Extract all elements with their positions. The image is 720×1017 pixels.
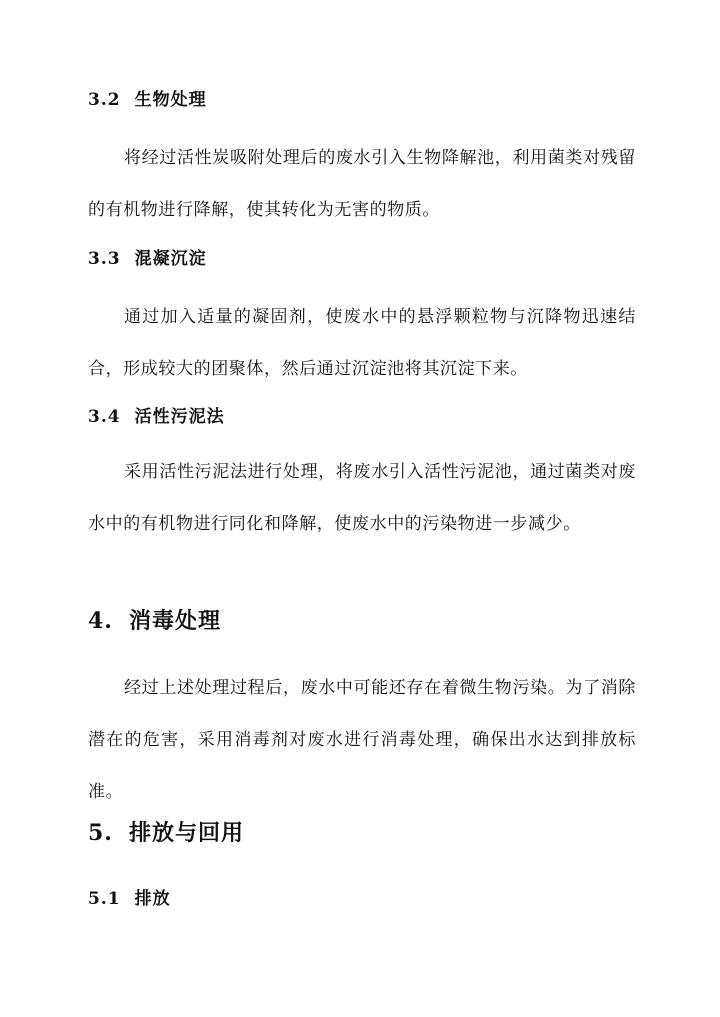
section-number: 5. [88,820,113,846]
section-heading-3-3 [88,248,207,270]
section-number: 3.4 [88,407,121,427]
section-title: 排放与回用 [128,820,244,846]
section-title: 活性污泥法 [134,407,225,427]
section-heading-5-1 [88,888,171,910]
section-title: 消毒处理 [128,608,221,634]
section-heading-4 [88,607,221,635]
section-heading-3-4 [88,406,225,428]
paragraph-activated-sludge: 采用活性污泥法进行处理，将废水引入活性污泥池，通过菌类对废水中的有机物进行同化和降解，使废水中的污染物进一步减少。 [88,462,636,534]
section-number: 5.1 [88,889,121,909]
section-number: 3.3 [88,249,121,269]
paragraph-disinfection: 经过上述处理过程后，废水中可能还存在着微生物污染。为了消除潜在的危害，采用消毒剂对废水进行消毒处理，确保出水达到排放标准。 [88,678,636,802]
section-number: 4. [88,608,113,634]
section-title: 混凝沉淀 [134,249,207,269]
section-title: 生物处理 [134,90,207,110]
section-heading-5 [88,819,244,847]
section-title: 排放 [134,889,171,909]
section-heading-3-2 [88,89,207,111]
section-number: 3.2 [88,90,121,110]
paragraph-biological-treatment: 将经过活性炭吸附处理后的废水引入生物降解池，利用菌类对残留的有机物进行降解，使其转化为无害的物质。 [88,148,636,220]
paragraph-coagulation: 通过加入适量的凝固剂，使废水中的悬浮颗粒物与沉降物迅速结合，形成较大的团聚体，然后通过沉淀池将其沉淀下来。 [88,307,636,379]
